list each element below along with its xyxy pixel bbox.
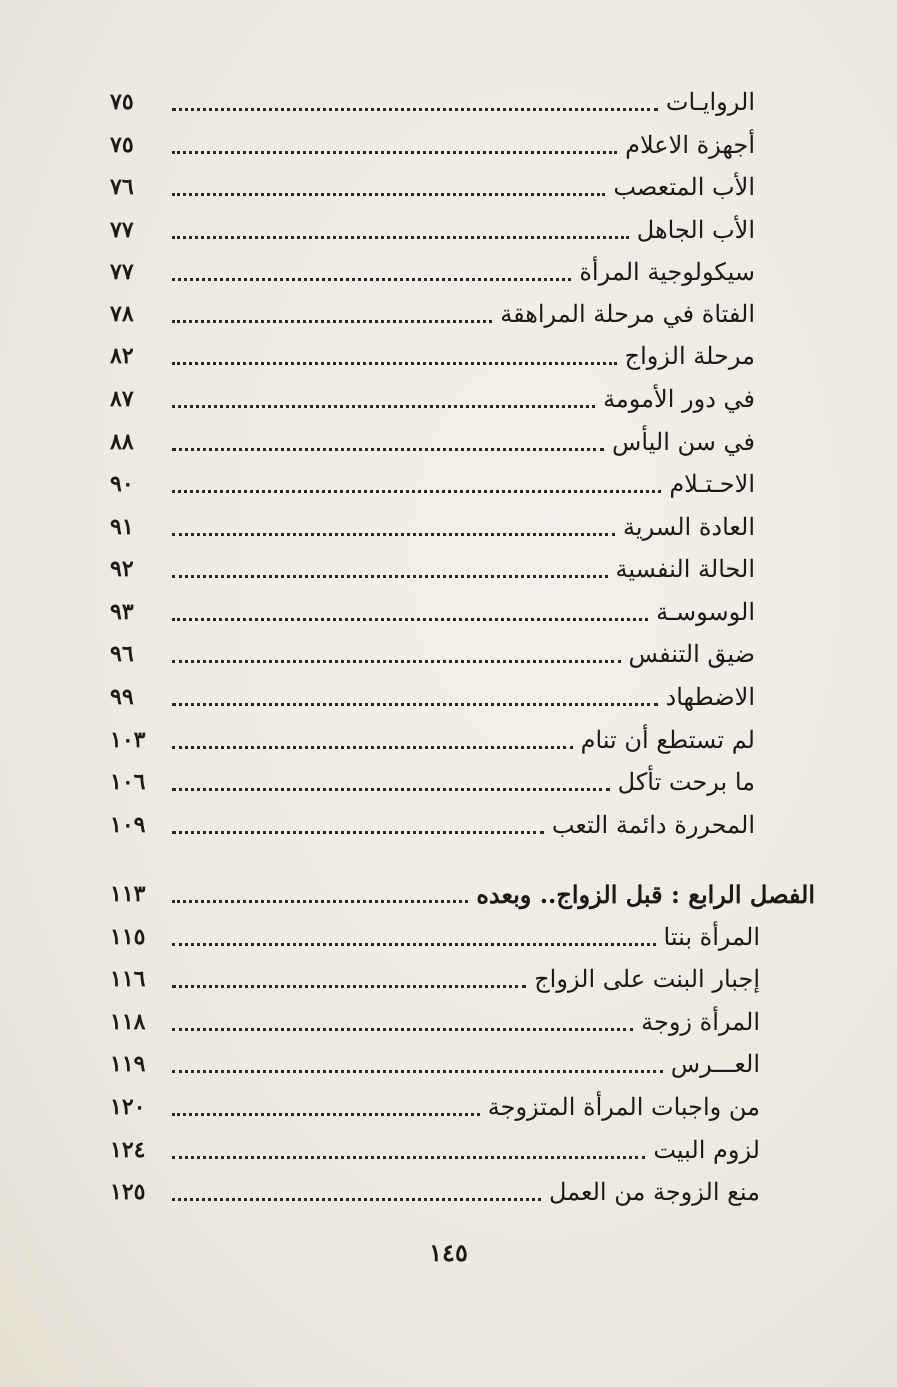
toc-entry <box>110 1087 760 1127</box>
toc-entry-page: ٩٠ <box>110 471 134 497</box>
toc-entry-page: ٩٦ <box>110 641 134 667</box>
toc-entry <box>110 210 755 250</box>
dot-leader <box>172 660 621 663</box>
toc-entry-title: الحالة النفسية <box>615 555 755 583</box>
toc-entry <box>110 1044 760 1084</box>
toc-entry-page: ٩٢ <box>110 556 134 582</box>
toc-entry <box>110 294 755 334</box>
toc-chapter-heading <box>110 874 815 914</box>
toc-entry-page: ٧٨ <box>110 301 134 327</box>
toc-entry-page: ٨٨ <box>110 429 134 455</box>
toc-entry-title: مرحلة الزواج <box>624 342 755 370</box>
toc-entry-title: ما برحت تأكل <box>617 768 755 796</box>
toc-entry <box>110 592 755 632</box>
dot-leader <box>172 278 571 281</box>
dot-leader <box>172 575 608 578</box>
toc-entry-page: ٨٧ <box>110 386 134 412</box>
dot-leader <box>172 151 617 154</box>
dot-leader <box>172 703 658 706</box>
toc-entry-title: في دور الأمومة <box>603 385 755 413</box>
dot-leader <box>172 1156 645 1159</box>
dot-leader <box>172 1198 541 1201</box>
toc-entry <box>110 549 755 589</box>
toc-entry <box>110 167 755 207</box>
toc-entry <box>110 464 755 504</box>
toc-entry-title: المرأة زوجة <box>641 1008 760 1036</box>
toc-entry-title: المرأة بنتا <box>663 923 760 951</box>
dot-leader <box>172 618 648 621</box>
dot-leader <box>172 788 610 791</box>
dot-leader <box>172 193 605 196</box>
toc-entry <box>110 379 755 419</box>
toc-entry <box>110 917 760 957</box>
toc-entry-page: ٧٥ <box>110 132 134 158</box>
toc-entry <box>110 634 755 674</box>
toc-entry-title: الاحـتـلام <box>669 470 755 498</box>
toc-entry-page: ١٠٦ <box>110 769 146 795</box>
dot-leader <box>172 490 661 493</box>
toc-entry <box>110 82 755 122</box>
toc-entry-page: ٩٩ <box>110 684 134 710</box>
toc-entry <box>110 762 755 802</box>
dot-leader <box>172 746 573 749</box>
toc-entry-page: ١١٩ <box>110 1051 146 1077</box>
toc-entry <box>110 1172 760 1212</box>
toc-entry-page: ١١٨ <box>110 1009 146 1035</box>
toc-entry-page: ٨٢ <box>110 343 134 369</box>
toc-entry-title: منع الزوجة من العمل <box>548 1178 760 1206</box>
toc-entry-title: الروايـات <box>665 88 755 116</box>
toc-entry <box>110 677 755 717</box>
toc-entry-title: الأب الجاهل <box>636 216 755 244</box>
toc-entry-page: ٧٧ <box>110 217 134 243</box>
dot-leader <box>172 900 468 903</box>
toc-entry <box>110 422 755 462</box>
toc-entry-title: الوسوسـة <box>656 598 755 626</box>
toc-entry-page: ١٠٩ <box>110 812 146 838</box>
toc-entry-title: من واجبات المرأة المتزوجة <box>487 1093 760 1121</box>
dot-leader <box>172 1070 663 1073</box>
toc-entry-title: الفتاة في مرحلة المراهقة <box>500 300 755 328</box>
toc-entry <box>110 1002 760 1042</box>
toc-entry-page: ٧٧ <box>110 259 134 285</box>
toc-entry <box>110 336 755 376</box>
chapter-title: الفصل الرابع : قبل الزواج.. وبعده <box>476 879 815 909</box>
toc-entry-title: العـــرس <box>670 1050 760 1078</box>
toc-entry-page: ١٢٠ <box>110 1094 146 1120</box>
toc-entry-page: ١٠٣ <box>110 727 146 753</box>
dot-leader <box>172 362 617 365</box>
dot-leader <box>172 448 604 451</box>
toc-entry-title: إجبار البنت على الزواج <box>534 965 760 993</box>
page-number: ١٤٥ <box>429 1238 468 1267</box>
dot-leader <box>172 985 526 988</box>
toc-entry-title: في سن اليأس <box>612 428 755 456</box>
toc-entry <box>110 1130 760 1170</box>
toc-entry <box>110 507 755 547</box>
toc-entry-page: ٩١ <box>110 514 134 540</box>
dot-leader <box>172 1028 633 1031</box>
toc-entry <box>110 720 755 760</box>
toc-entry <box>110 252 755 292</box>
dot-leader <box>172 405 595 408</box>
dot-leader <box>172 533 615 536</box>
toc-entry-title: العادة السرية <box>623 513 755 541</box>
toc-entry-page: ١١٦ <box>110 966 146 992</box>
toc-entry-page: ١١٥ <box>110 924 146 950</box>
dot-leader <box>172 831 544 834</box>
toc-entry-title: المحررة دائمة التعب <box>551 811 755 839</box>
toc-entry-page: ٧٦ <box>110 174 134 200</box>
dot-leader <box>172 943 656 946</box>
toc-entry <box>110 125 755 165</box>
dot-leader <box>172 320 492 323</box>
toc-entry-title: الأب المتعصب <box>613 173 755 201</box>
chapter-page: ١١٣ <box>110 881 146 907</box>
toc-entry <box>110 805 755 845</box>
toc-entry-title: أجهزة الاعلام <box>625 131 755 159</box>
toc-entry-title: الاضطهاد <box>665 683 755 711</box>
toc-entry <box>110 959 760 999</box>
toc-entry-page: ٩٣ <box>110 599 134 625</box>
toc-entry-title: سيكولوجية المرأة <box>579 258 755 286</box>
toc-entry-page: ١٢٥ <box>110 1179 146 1205</box>
dot-leader <box>172 236 629 239</box>
toc-entry-title: لم تستطع أن تنام <box>580 726 755 754</box>
toc-entry-page: ١٢٤ <box>110 1137 146 1163</box>
toc-entry-title: لزوم البيت <box>653 1136 760 1164</box>
dot-leader <box>172 1113 480 1116</box>
dot-leader <box>172 108 658 111</box>
toc-entry-page: ٧٥ <box>110 89 134 115</box>
toc-entry-title: ضيق التنفس <box>628 640 755 668</box>
